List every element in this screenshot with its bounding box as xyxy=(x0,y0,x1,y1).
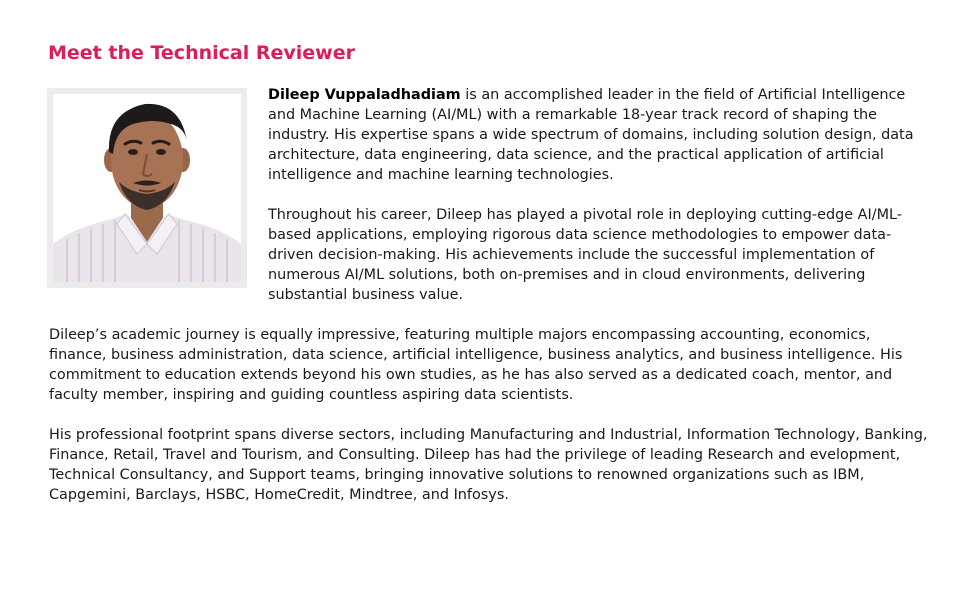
reviewer-name: Dileep Vuppaladhadiam xyxy=(268,87,461,103)
reviewer-photo-frame xyxy=(47,88,247,288)
professional-paragraph: His professional footprint spans diverse sectors, including Manufacturing and Industrial, Information Technology, Banking, Finance, Retail, Travel and Tourism, and Consulting. Dileep has had the privilege of leading Research and evelopment, Technical Consultancy, and Support teams, bringing innovative solutions to renowned organizations such as IBM, Capgemini, Barclays, HSBC, HomeCredit, Mindtree, and Infosys. xyxy=(49,427,928,503)
reviewer-photo xyxy=(53,94,241,282)
section-title: Meet the Technical Reviewer xyxy=(48,42,355,64)
career-paragraph: Throughout his career, Dileep has played a pivotal role in deploying cutting-edge AI/ML-based applications, employing rigorous data science methodologies to empower data-driven decision-making. His achievements include the successful implementation of numerous AI/ML solutions, both on-premises and in cloud environments, delivering substantial business value. xyxy=(268,207,902,303)
academic-paragraph: Dileep’s academic journey is equally impressive, featuring multiple majors encompassing accounting, economics, finance, business administration, data science, artificial intelligence, business analytics, and business intelligence. His commitment to education extends beyond his own studies, as he has also served as a dedicated coach, mentor, and faculty member, inspiring and guiding countless aspiring data scientists. xyxy=(49,327,903,403)
intro-paragraph xyxy=(268,85,918,185)
intro-text: is an accomplished leader in the field of Artificial Intelligence and Machine Learning (AI/ML) with a remarkable 18-year track record of shaping the industry. His expertise spans a wide spectrum of domains, including solution design, data architecture, data engineering, data science, and the practical application of artificial intelligence and machine learning technologies. xyxy=(268,87,914,183)
